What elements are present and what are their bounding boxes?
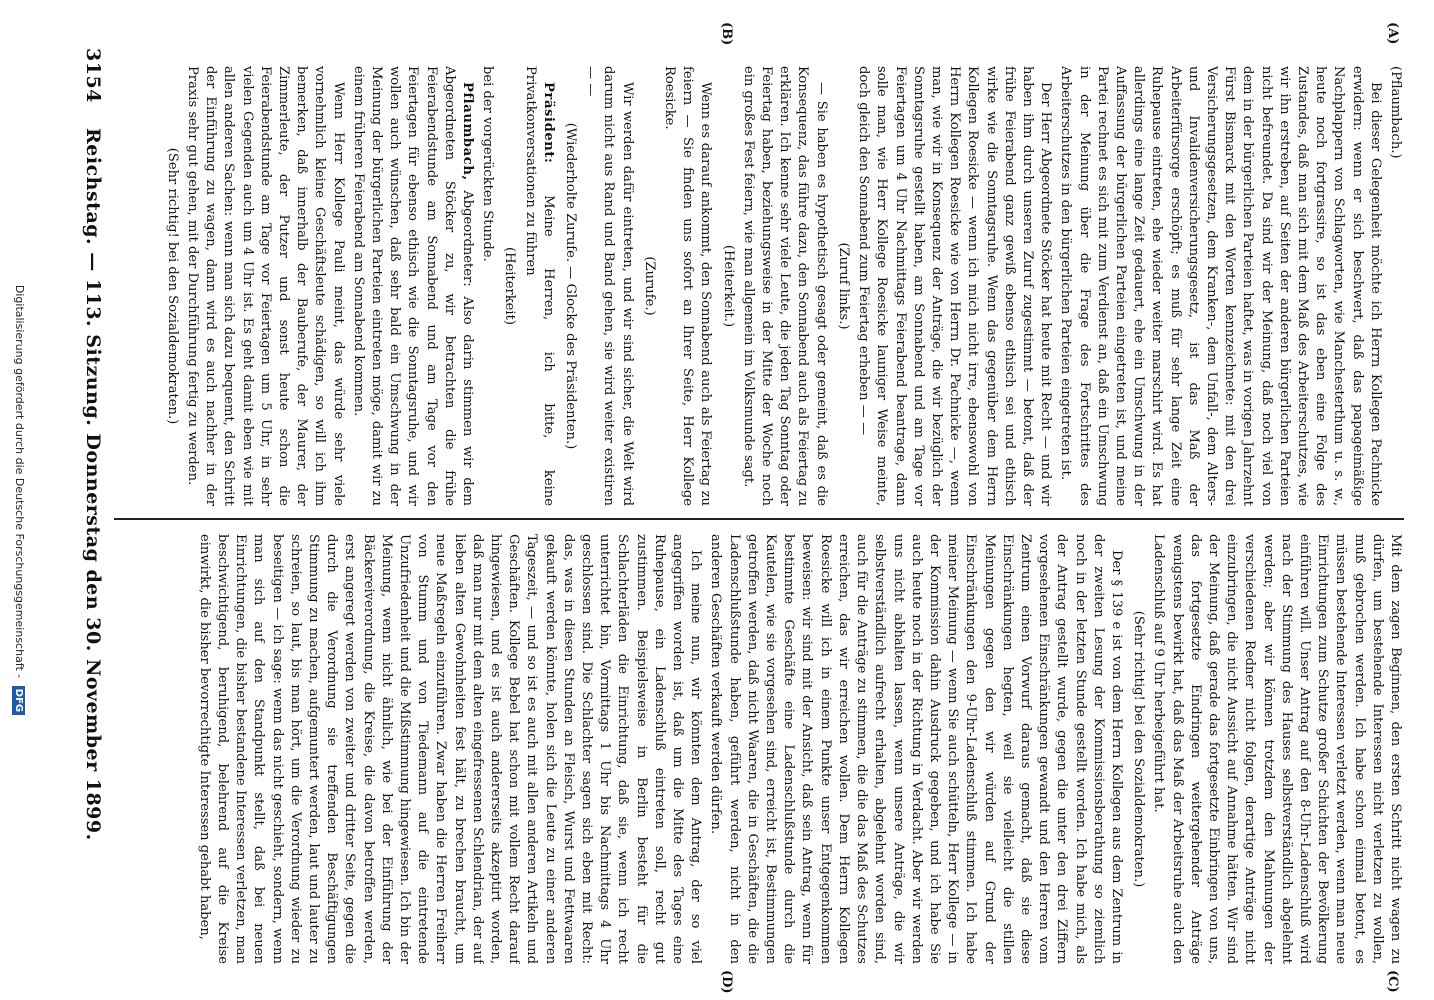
president-remark xyxy=(520,66,556,506)
left-paragraph-5: Wir werden dafür eintreten, und wir sind sicher, die Welt wird darum nicht aus Rand und Band gehen, sie wird weiter existiren — — xyxy=(583,66,635,506)
left-text-column xyxy=(114,66,1404,506)
page-title: Reichstag. — 113. Sitzung. Donnerstag den 30. November 1899. xyxy=(82,128,104,841)
right-text-column xyxy=(114,534,1404,964)
speaker-label-president: Präsident: xyxy=(540,82,556,164)
left-paragraph-4: Wenn es darauf ankommt, den Sonnabend auch als Feiertag zu feiern — Sie finden uns sofort an Ihrer Seite, Herr Kollege Roesicke. xyxy=(662,66,714,506)
margin-marker-c: (C) xyxy=(1385,970,1400,993)
interjection: (Sehr richtig! bei den Sozialdemokraten.) xyxy=(1131,610,1147,888)
interjection: (Sehr richtig! bei den Sozialdemokraten.) xyxy=(164,147,180,425)
speaker-label: Pflaumbach, xyxy=(460,82,476,181)
speaker-role: Abgeordneter: xyxy=(460,190,476,287)
page-number: 3154 xyxy=(82,48,104,103)
right-paragraph-3: Ich meine nun, wir könnten dem Antrag, der so viel angegriffen worden ist, daß um die Mitte des Tages eine Ruhepause, ein Ladenschluß eintreten soll, recht gut zustimmen. Beispielsweise in Berlin besteht für die Schlachterläden die Einrichtung, daß sie, wenn ich recht unterrichtet bin, Vormittags 1 Uhr bis Nachmittags 4 Uhr geschlossen sind. Die Schlachter sagen sich eben mit Recht: das, was in diesen Stunden an Fleisch, Wurst und Fettwaaren gekauft werden könnte, holen sich die Leute zu einer anderen Tageszeit, — und so ist es auch mit allen anderen Artikeln und Geschäften. Kollege Bebel hat schon mit vollem Recht darauf hingewiesen, und es ist auch andererseits akzeptirt worden, daß man nur mit dem alten eingefressenen Schlendrian, der auf lieben alten Gewohnheiten fest hält, zu brechen braucht, um neue Maßregeln einzuführen. Zwar haben die Herren Freiherr von Stumm und von Tiedemann auf die eintretende Unzufriedenheit und die Mißstimmung hingewiesen. Ich bin der Meinung, wenn nicht ähnlich, wie bei der Einführung der Bäckereiverordnung, die Kreise, die davon betroffen werden, erst angeregt werden von zweiter und dritter Seite, gegen die durch die Verordnung sie treffenden Beschäftigungen Stimmung zu machen, aufgemuntert werden, laut und lauter zu schreien, so laut, bis man hört, um die Verordnung wieder zu beseitigen — ich sage: wenn das nicht geschieht, sondern, wenn man sich auf den Standpunkt stellt, daß bei neuen Einrichtungen, die bisher bestandene Interessen verletzen, man beschwichtigend, beruhigend, belehrend auf die Kreise einwirkt, die bisher bevorrechtigte Interessen gehabt haben, xyxy=(196,534,704,964)
dfg-logo: DFG xyxy=(12,686,25,715)
margin-marker-a: (A) xyxy=(1385,22,1400,45)
speaker-intro xyxy=(349,66,476,506)
digitization-credit xyxy=(12,0,26,1000)
left-paragraph-3: — Sie haben es hypothetisch gesagt oder gemeint, daß es die Konsequenz, das führe dazu, den Sonnabend auch als Feiertag zu erklären. Ich kenne sehr viele Leute, die jeden Tag Sonntag oder Feiertag haben, beziehungsweise in der Mitte der Woche noch ein großes Fest feiern, wie man allgemein im Volksmunde sagt. xyxy=(740,66,829,506)
speaker-continuation-label: (Pflaumbach.) xyxy=(1388,66,1403,159)
interjection: (Heiterkeit) xyxy=(502,247,518,325)
left-paragraph-7: Wenn Herr Kollege Pauli meint, das würde sehr viele vornehmlich kleine Geschäftsleute schädigen, so will ich ihm bemerken, daß innerhalb der Bauberufe, der Maurer, der Zimmerleute, der Putzer und sonst heute schon die Feierabendstunde am Tage vor Feiertagen um 5 Uhr, in sehr vielen Gegenden auch um 4 Uhr ist. Es geht damit eben wie mit allen anderen Sachen: wenn man sich dazu bequemt, den Schritt der Einführung zu wagen, dann wird es auch nachher in der Praxis sehr gut gehen, mit der Durchführung fertig zu werden. xyxy=(185,66,346,506)
president-text: Meine Herren, ich bitte, keine Privatkonversationen zu führen xyxy=(522,66,556,506)
interjection: (Heiterkeit.) xyxy=(720,244,736,328)
interjection: (Wiederholte Zurufe. — Glocke des Präsidenten.) xyxy=(563,122,579,450)
credit-text: Digitalisierung gefördert durch die Deutsche Forschungsgemeinschaft - xyxy=(13,284,26,679)
page-header xyxy=(76,48,106,940)
right-paragraph-1: Mit dem zagen Beginnen, den ersten Schritt nicht wagen zu dürfen, um bestehende Interessen nicht verletzen zu wollen, muß gebrochen werden. Ich habe schon einmal betont, es müssen bestehende Interessen verletzt werden, wenn man neue Einrichtungen zum Schutze großer Schichten der Bevölkerung einführen will. Unser Antrag auf den 8-Uhr-Ladenschluß wird nach der Stimmung des Hauses selbstverständlich abgelehnt werden; aber wir können trotzdem den Mahnungen der verschiedenen Redner nicht folgen, derartige Anträge nicht einzubringen, die nicht Aussicht auf Annahme hätten. Wir sind der Meinung, daß gerade das fortgesetzte Einbringen von uns, das fortgesetzte Eindringen weitergehender Anträge wenigstens bewirkt hat, daß das Maß der Arbeitsruhe auch den Ladenschluß auf 9 Uhr herbeigeführt hat. xyxy=(1151,534,1403,964)
left-paragraph-2: Der Herr Abgeordnete Stöcker hat heute mit Recht — und wir haben ihm durch unseren Zuruf zugestimmt — betont, daß der frühe Feierabend ganz gewiß ebenso ethisch sei und ethisch wirke wie die Sonntagsruhe. Wenn das gegenüber dem Herrn Kollegen Roesicke — wenn ich mich nicht irre, ebensowohl von Herrn Kollegen Roesicke wie von Herrn Dr. Pachnicke —, wenn man, wie wir in Konsequenz der Anträge, die wir bezüglich der Sonntagsruhe gestellt haben, am Sonnabend und am Tage vor Feiertagen um 4 Uhr Nachmittags Feierabend beantrage, dann solle man, wie Herr Kollege Roesicke launiger Weise meinte, doch gleich den Sonnabend zum Feiertag erheben — — xyxy=(856,66,1054,506)
column-divider xyxy=(114,518,1404,520)
interjection: (Zuruf links.) xyxy=(835,242,851,330)
margin-marker-d: (D) xyxy=(719,970,734,994)
right-paragraph-2: Der § 139 e ist von dem Herrn Kollegen aus dem Zentrum in der zweiten Lesung der Kommissionsberathung so ziemlich noch in der letzten Stunde gestellt worden. Ich habe mich, als der Antrag gestellt wurde, gegen die unter den drei Ziffern vorgesehenen Einschränkungen gewandt und den Herren vom Zentrum einen Vorwurf daraus gemacht, daß sie diese Einschränkungen hegten, weil sie vielleicht die stillen Meinungen gegen den wir würden auf Grund der Einschränkungen den 9-Uhr-Ladenschluß stimmen. Ich habe meiner Meinung — wenn Sie auch schütteln, Herr Kollege — in der Kommission dahin Ausdruck gegeben, und ich habe Sie auch heute noch in der Richtung in Verdacht. Aber wir werden uns nicht abhalten lassen, wenn unsere Anträge, die wir selbstverständlich aufrecht erhalten, abgelehnt worden sind, auch für die Anträge zu stimmen, die die das Maß des Schutzes erreichen, das wir erreichen wollen. Dem Herrn Kollegen Roesicke will ich in einem Punkte unser Entgegenkommen beweisen: wir sind mit der Ansicht, daß sein Antrag, wenn für bestimmte Geschäfte eine Ladenschlußstunde durch die Kautelen, wie sie vorgesehen sind, erreicht ist, Bestimmungen getroffen werden, daß nicht Waaren, die in Geschäften, die die Ladenschlußstunde haben, geführt werden, nicht in den anderen Geschäften verkauft werden dürfen. xyxy=(708,534,1124,964)
left-paragraph-1: Bei dieser Gelegenheit möchte ich Herrn Kollegen Pachnicke erwidern: wenn er sich beschwert, daß das papageimäßige Nachplappern von Schlagworten, wie Manchesterthum u. s. w., heute noch fortgrassire, so ist das eben eine Folge des Zustandes, daß man sich mit dem Maß des Arbeiterschutzes, wie wir ihn erstreben, auf Seiten der anderen bürgerlichen Parteien nicht befreundet. Da sind wir der Meinung, daß noch viel von dem in der bürgerlichen Parteien haftet, was in vorigen Jahrzehnt Fürst Bismarck mit den Worten kennzeichnete: mit den drei Versicherungsgesetzen, dem Kranken-, dem Unfall-, dem Alters- und Invalidenversicherungsgesetz, ist das Maß der Arbeiterfürsorge erschöpft; es muß für sehr lange Zeit eine Ruhepause eintreten, ehe wieder weiter marschirt wird. Es hat allerdings eine lange Zeit gedauert, ehe ein Umschwung in der Auffassung der bürgerlichen Parteien eingetreten ist, und meine Partei rechnet es sich mit zum Verdienst an, daß ein Umschwung in der Meinung über die Frage des Fortschrittes des Arbeiterschutzes in den bürgerlichen Parteien eingetreten ist. xyxy=(1058,66,1383,506)
margin-marker-b: (B) xyxy=(719,22,734,46)
left-paragraph-6: Also darin stimmen wir dem Abgeordneten Stöcker zu, wir betrachten die frühe Feierabendstunde am Sonnabend und am Tage vor den Feiertagen für ebenso ethisch wie die Sonntagsruhe, und wir wollen auch wünschen, daß sehr bald ein Umschwung in der Meinung der bürgerlichen Parteien eintreten möge, damit wir zu einem früheren Feierabend am Sonnabend kommen. xyxy=(350,66,476,506)
late-hour-line: bei der vorgerückten Stunde. xyxy=(480,66,496,262)
interjection: (Zurufe.) xyxy=(641,256,657,316)
